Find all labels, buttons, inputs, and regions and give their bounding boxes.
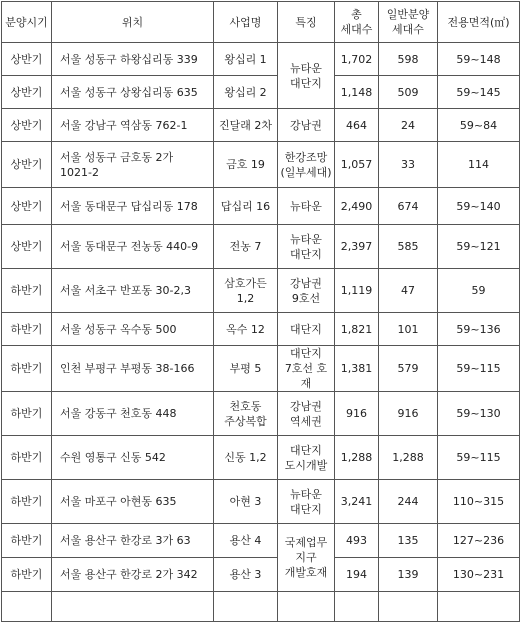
feature-cell: 대단지 7호선 호재 — [278, 346, 335, 392]
area-cell: 59~84 — [438, 109, 520, 142]
apartment-sales-table — [1, 1, 520, 622]
location-cell: 서울 마포구 아현동 635 — [52, 480, 214, 524]
feature-cell: 강남권 9호선 — [278, 269, 335, 313]
area-cell: 59~130 — [438, 392, 520, 436]
project-cell: 왕십리 2 — [214, 76, 278, 109]
table-row — [2, 558, 520, 592]
table-row — [2, 436, 520, 480]
area-cell: 127~236 — [438, 524, 520, 558]
project-cell: 부평 5 — [214, 346, 278, 392]
empty-cell — [214, 592, 278, 622]
area-cell: 59~115 — [438, 436, 520, 480]
area-cell: 59~145 — [438, 76, 520, 109]
feature-cell: 한강조망 (일부세대) — [278, 142, 335, 188]
table-row — [2, 188, 520, 225]
feature-cell: 국제업무 지구 개발호재 — [278, 524, 335, 592]
area-cell: 59~136 — [438, 313, 520, 346]
empty-cell — [438, 592, 520, 622]
period-cell: 하반기 — [2, 269, 52, 313]
general-units-cell: 579 — [379, 346, 438, 392]
total-units-cell: 1,119 — [335, 269, 379, 313]
header-general-units: 일반분양 세대수 — [379, 2, 438, 43]
table-row — [2, 109, 520, 142]
area-cell: 59~148 — [438, 43, 520, 76]
general-units-cell: 47 — [379, 269, 438, 313]
location-cell: 서울 강남구 역삼동 762-1 — [52, 109, 214, 142]
area-cell: 59 — [438, 269, 520, 313]
location-cell: 서울 동대문구 답십리동 178 — [52, 188, 214, 225]
period-cell: 상반기 — [2, 43, 52, 76]
feature-cell: 뉴타운 — [278, 188, 335, 225]
total-units-cell: 1,702 — [335, 43, 379, 76]
general-units-cell: 509 — [379, 76, 438, 109]
empty-cell — [335, 592, 379, 622]
total-units-cell: 1,288 — [335, 436, 379, 480]
period-cell: 하반기 — [2, 436, 52, 480]
total-units-cell: 194 — [335, 558, 379, 592]
location-cell: 서울 동대문구 전농동 440-9 — [52, 225, 214, 269]
area-cell: 114 — [438, 142, 520, 188]
general-units-cell: 598 — [379, 43, 438, 76]
period-cell: 상반기 — [2, 225, 52, 269]
header-location: 위치 — [52, 2, 214, 43]
general-units-cell: 101 — [379, 313, 438, 346]
feature-cell: 대단지 — [278, 313, 335, 346]
total-units-cell: 1,148 — [335, 76, 379, 109]
area-cell: 59~121 — [438, 225, 520, 269]
project-cell: 용산 3 — [214, 558, 278, 592]
location-cell: 서울 성동구 하왕십리동 339 — [52, 43, 214, 76]
project-cell: 진달래 2차 — [214, 109, 278, 142]
location-cell: 수원 영통구 신동 542 — [52, 436, 214, 480]
general-units-cell: 244 — [379, 480, 438, 524]
header-area: 전용면적(㎡) — [438, 2, 520, 43]
empty-cell — [379, 592, 438, 622]
general-units-cell: 1,288 — [379, 436, 438, 480]
header-period: 분양시기 — [2, 2, 52, 43]
table-row — [2, 392, 520, 436]
project-cell: 천호동 주상복합 — [214, 392, 278, 436]
area-cell: 59~140 — [438, 188, 520, 225]
empty-cell — [2, 592, 52, 622]
project-cell: 신동 1,2 — [214, 436, 278, 480]
project-cell: 왕십리 1 — [214, 43, 278, 76]
total-units-cell: 1,381 — [335, 346, 379, 392]
total-units-cell: 3,241 — [335, 480, 379, 524]
total-units-cell: 464 — [335, 109, 379, 142]
table-row — [2, 225, 520, 269]
table-row — [2, 269, 520, 313]
general-units-cell: 674 — [379, 188, 438, 225]
header-feature: 특징 — [278, 2, 335, 43]
period-cell: 하반기 — [2, 392, 52, 436]
location-cell: 서울 용산구 한강로 3가 63 — [52, 524, 214, 558]
project-cell: 답십리 16 — [214, 188, 278, 225]
location-cell: 서울 강동구 천호동 448 — [52, 392, 214, 436]
area-cell: 130~231 — [438, 558, 520, 592]
total-units-cell: 1,821 — [335, 313, 379, 346]
area-cell: 59~115 — [438, 346, 520, 392]
header-project: 사업명 — [214, 2, 278, 43]
table-row — [2, 142, 520, 188]
general-units-cell: 139 — [379, 558, 438, 592]
location-cell: 서울 서초구 반포동 30-2,3 — [52, 269, 214, 313]
table-row — [2, 43, 520, 76]
feature-cell: 대단지 도시개발 — [278, 436, 335, 480]
project-cell: 전농 7 — [214, 225, 278, 269]
empty-cell — [52, 592, 214, 622]
total-units-cell: 916 — [335, 392, 379, 436]
period-cell: 상반기 — [2, 76, 52, 109]
project-cell: 옥수 12 — [214, 313, 278, 346]
general-units-cell: 135 — [379, 524, 438, 558]
general-units-cell: 33 — [379, 142, 438, 188]
header-row — [2, 2, 520, 43]
table-row — [2, 76, 520, 109]
project-cell: 금호 19 — [214, 142, 278, 188]
table-row — [2, 524, 520, 558]
total-units-cell: 2,397 — [335, 225, 379, 269]
location-cell: 서울 성동구 상왕십리동 635 — [52, 76, 214, 109]
project-cell: 아현 3 — [214, 480, 278, 524]
table-row — [2, 480, 520, 524]
feature-cell: 뉴타운 대단지 — [278, 480, 335, 524]
feature-cell: 강남권 역세권 — [278, 392, 335, 436]
empty-cell — [278, 592, 335, 622]
feature-cell: 뉴타운 대단지 — [278, 225, 335, 269]
location-cell: 서울 용산구 한강로 2가 342 — [52, 558, 214, 592]
header-total-units: 총 세대수 — [335, 2, 379, 43]
general-units-cell: 916 — [379, 392, 438, 436]
location-cell: 서울 성동구 옥수동 500 — [52, 313, 214, 346]
period-cell: 하반기 — [2, 313, 52, 346]
period-cell: 상반기 — [2, 188, 52, 225]
period-cell: 하반기 — [2, 346, 52, 392]
empty-row — [2, 592, 520, 622]
total-units-cell: 1,057 — [335, 142, 379, 188]
period-cell: 하반기 — [2, 558, 52, 592]
location-cell: 서울 성동구 금호동 2가 1021-2 — [52, 142, 214, 188]
table-row — [2, 313, 520, 346]
feature-cell: 강남권 — [278, 109, 335, 142]
period-cell: 하반기 — [2, 480, 52, 524]
table-row — [2, 346, 520, 392]
general-units-cell: 585 — [379, 225, 438, 269]
feature-cell: 뉴타운 대단지 — [278, 43, 335, 109]
general-units-cell: 24 — [379, 109, 438, 142]
period-cell: 상반기 — [2, 109, 52, 142]
project-cell: 삼호가든 1,2 — [214, 269, 278, 313]
period-cell: 상반기 — [2, 142, 52, 188]
area-cell: 110~315 — [438, 480, 520, 524]
location-cell: 인천 부평구 부평동 38-166 — [52, 346, 214, 392]
project-cell: 용산 4 — [214, 524, 278, 558]
period-cell: 하반기 — [2, 524, 52, 558]
total-units-cell: 493 — [335, 524, 379, 558]
total-units-cell: 2,490 — [335, 188, 379, 225]
